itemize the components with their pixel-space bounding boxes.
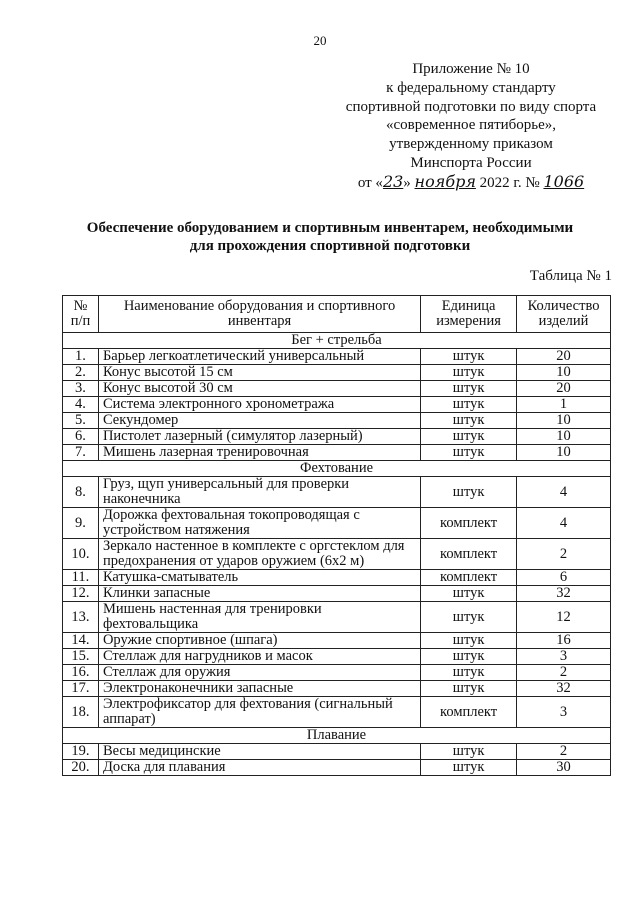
cell-name: Мишень настенная для тренировки фехтовальщика bbox=[98, 602, 420, 633]
cell-unit: штук bbox=[421, 602, 517, 633]
cell-unit: штук bbox=[421, 681, 517, 697]
cell-unit: штук bbox=[421, 381, 517, 397]
appendix-line-6: Минспорта России bbox=[410, 154, 532, 171]
cell-num: 18. bbox=[63, 697, 99, 728]
cell-unit: штук bbox=[421, 349, 517, 365]
section-title: Фехтование bbox=[63, 461, 611, 477]
cell-num: 2. bbox=[63, 365, 99, 381]
cell-num: 5. bbox=[63, 413, 99, 429]
section-row bbox=[63, 728, 611, 744]
cell-unit: штук bbox=[421, 633, 517, 649]
cell-name: Электрофиксатор для фехтования (сигнальный аппарат) bbox=[98, 697, 420, 728]
cell-name: Конус высотой 15 см bbox=[98, 365, 420, 381]
cell-num: 1. bbox=[63, 349, 99, 365]
appendix-header bbox=[340, 60, 602, 193]
handwritten-order-number: 1066 bbox=[543, 171, 585, 191]
cell-name: Стеллаж для нагрудников и масок bbox=[98, 649, 420, 665]
cell-qty: 20 bbox=[517, 349, 611, 365]
cell-unit: штук bbox=[421, 445, 517, 461]
table-row bbox=[63, 413, 611, 429]
document-title bbox=[60, 219, 600, 255]
equipment-table bbox=[62, 295, 611, 776]
cell-qty: 32 bbox=[517, 586, 611, 602]
cell-unit: штук bbox=[421, 744, 517, 760]
cell-name: Секундомер bbox=[98, 413, 420, 429]
cell-unit: штук bbox=[421, 760, 517, 776]
cell-name: Дорожка фехтовальная токопроводящая с устройством натяжения bbox=[98, 508, 420, 539]
cell-num: 17. bbox=[63, 681, 99, 697]
section-title: Бег + стрельба bbox=[63, 333, 611, 349]
title-line-1: Обеспечение оборудованием и спортивным инвентарем, необходимыми bbox=[86, 220, 574, 236]
table-row bbox=[63, 349, 611, 365]
cell-qty: 30 bbox=[517, 760, 611, 776]
appendix-date-line bbox=[340, 173, 602, 193]
date-separator: » bbox=[403, 174, 415, 191]
cell-num: 11. bbox=[63, 570, 99, 586]
cell-qty: 3 bbox=[517, 649, 611, 665]
table-row bbox=[63, 602, 611, 633]
cell-name: Катушка-сматыватель bbox=[98, 570, 420, 586]
table-row bbox=[63, 586, 611, 602]
appendix-line-3: спортивной подготовки по виду спорта bbox=[345, 98, 597, 115]
cell-qty: 32 bbox=[517, 681, 611, 697]
cell-name: Барьер легкоатлетический универсальный bbox=[98, 349, 420, 365]
cell-name: Весы медицинские bbox=[98, 744, 420, 760]
cell-num: 7. bbox=[63, 445, 99, 461]
table-row bbox=[63, 633, 611, 649]
cell-unit: штук bbox=[421, 665, 517, 681]
section-title: Плавание bbox=[63, 728, 611, 744]
table-caption: Таблица № 1 bbox=[529, 268, 612, 284]
cell-num: 15. bbox=[63, 649, 99, 665]
table-row bbox=[63, 697, 611, 728]
cell-name: Доска для плавания bbox=[98, 760, 420, 776]
cell-num: 4. bbox=[63, 397, 99, 413]
date-prefix: от « bbox=[357, 174, 383, 191]
table-row bbox=[63, 365, 611, 381]
cell-name: Зеркало настенное в комплекте с оргстеклом для предохранения от ударов оружием (6х2 м) bbox=[98, 539, 420, 570]
cell-num: 3. bbox=[63, 381, 99, 397]
appendix-line-1: Приложение № 10 bbox=[412, 61, 530, 77]
cell-qty: 3 bbox=[517, 697, 611, 728]
cell-num: 8. bbox=[63, 477, 99, 508]
cell-unit: комплект bbox=[421, 570, 517, 586]
cell-qty: 2 bbox=[517, 539, 611, 570]
cell-unit: штук bbox=[421, 586, 517, 602]
table-row bbox=[63, 429, 611, 445]
cell-num: 14. bbox=[63, 633, 99, 649]
handwritten-day: 23 bbox=[382, 171, 404, 191]
cell-unit: штук bbox=[421, 413, 517, 429]
cell-qty: 16 bbox=[517, 633, 611, 649]
table-row bbox=[63, 649, 611, 665]
cell-qty: 10 bbox=[517, 365, 611, 381]
header-name: Наименование оборудования и спортивного инвентаря bbox=[98, 296, 420, 333]
table-row bbox=[63, 477, 611, 508]
cell-name: Конус высотой 30 см bbox=[98, 381, 420, 397]
cell-name: Электронаконечники запасные bbox=[98, 681, 420, 697]
cell-num: 9. bbox=[63, 508, 99, 539]
appendix-line-5: утвержденному приказом bbox=[389, 136, 553, 153]
cell-qty: 1 bbox=[517, 397, 611, 413]
table-row bbox=[63, 570, 611, 586]
section-row bbox=[63, 333, 611, 349]
table-row bbox=[63, 539, 611, 570]
cell-qty: 2 bbox=[517, 665, 611, 681]
header-unit: Единица измерения bbox=[421, 296, 517, 333]
cell-name: Мишень лазерная тренировочная bbox=[98, 445, 420, 461]
table-row bbox=[63, 445, 611, 461]
page-number: 20 bbox=[313, 33, 327, 48]
section-row bbox=[63, 461, 611, 477]
cell-qty: 10 bbox=[517, 429, 611, 445]
cell-qty: 10 bbox=[517, 445, 611, 461]
cell-unit: комплект bbox=[421, 508, 517, 539]
appendix-line-2: к федеральному стандарту bbox=[386, 79, 556, 96]
appendix-line-4: «современное пятиборье», bbox=[385, 117, 557, 134]
cell-num: 19. bbox=[63, 744, 99, 760]
cell-name: Груз, щуп универсальный для проверки наконечника bbox=[98, 477, 420, 508]
table-row bbox=[63, 681, 611, 697]
cell-name: Оружие спортивное (шпага) bbox=[98, 633, 420, 649]
cell-name: Стеллаж для оружия bbox=[98, 665, 420, 681]
table-row bbox=[63, 744, 611, 760]
cell-unit: комплект bbox=[421, 539, 517, 570]
cell-unit: штук bbox=[421, 365, 517, 381]
cell-name: Система электронного хронометража bbox=[98, 397, 420, 413]
cell-qty: 4 bbox=[517, 477, 611, 508]
table-row bbox=[63, 508, 611, 539]
table-row bbox=[63, 381, 611, 397]
cell-unit: штук bbox=[421, 649, 517, 665]
cell-qty: 12 bbox=[517, 602, 611, 633]
cell-qty: 6 bbox=[517, 570, 611, 586]
cell-name: Клинки запасные bbox=[98, 586, 420, 602]
table-header-row bbox=[63, 296, 611, 333]
date-year: 2022 г. № bbox=[475, 174, 544, 191]
cell-num: 20. bbox=[63, 760, 99, 776]
cell-unit: штук bbox=[421, 429, 517, 445]
table-row bbox=[63, 665, 611, 681]
handwritten-month: ноября bbox=[414, 171, 476, 191]
cell-num: 6. bbox=[63, 429, 99, 445]
table-row bbox=[63, 760, 611, 776]
cell-qty: 4 bbox=[517, 508, 611, 539]
cell-qty: 20 bbox=[517, 381, 611, 397]
cell-num: 16. bbox=[63, 665, 99, 681]
table-body bbox=[63, 333, 611, 776]
cell-qty: 2 bbox=[517, 744, 611, 760]
cell-name: Пистолет лазерный (симулятор лазерный) bbox=[98, 429, 420, 445]
title-line-2: для прохождения спортивной подготовки bbox=[189, 238, 471, 254]
header-num: № п/п bbox=[63, 296, 99, 333]
cell-num: 12. bbox=[63, 586, 99, 602]
cell-unit: комплект bbox=[421, 697, 517, 728]
table-row bbox=[63, 397, 611, 413]
cell-unit: штук bbox=[421, 397, 517, 413]
cell-unit: штук bbox=[421, 477, 517, 508]
cell-num: 10. bbox=[63, 539, 99, 570]
cell-num: 13. bbox=[63, 602, 99, 633]
header-qty: Количество изделий bbox=[517, 296, 611, 333]
cell-qty: 10 bbox=[517, 413, 611, 429]
